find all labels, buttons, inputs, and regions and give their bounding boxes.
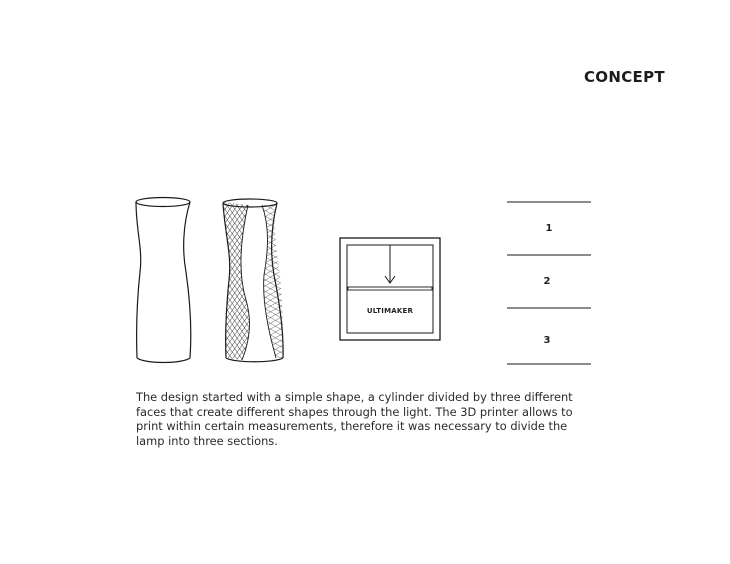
section-label-1: 1 — [545, 223, 553, 234]
page-title: CONCEPT — [584, 68, 665, 86]
plain-cylinder-left-edge — [136, 202, 141, 358]
plain-cylinder-bottom — [137, 358, 190, 363]
printer-build-plate — [348, 287, 432, 290]
hatched-face-a-cross — [223, 202, 249, 360]
section-label-2: 2 — [543, 276, 551, 287]
plain-cylinder — [136, 198, 191, 363]
section-label-3: 3 — [543, 335, 551, 346]
plain-cylinder-top — [136, 198, 190, 207]
hatched-cylinder — [223, 199, 283, 362]
description-text: The design started with a simple shape, a cylinder divided by three different faces that create different shapes through the light. The 3D printer allows to print within certain measurements, therefore it was necessary to divide the lamp into three sections. — [136, 390, 573, 449]
printer-diagram — [340, 238, 440, 340]
plain-cylinder-right-edge — [184, 202, 191, 358]
printer-brand-label: ULTIMAKER — [366, 307, 414, 315]
